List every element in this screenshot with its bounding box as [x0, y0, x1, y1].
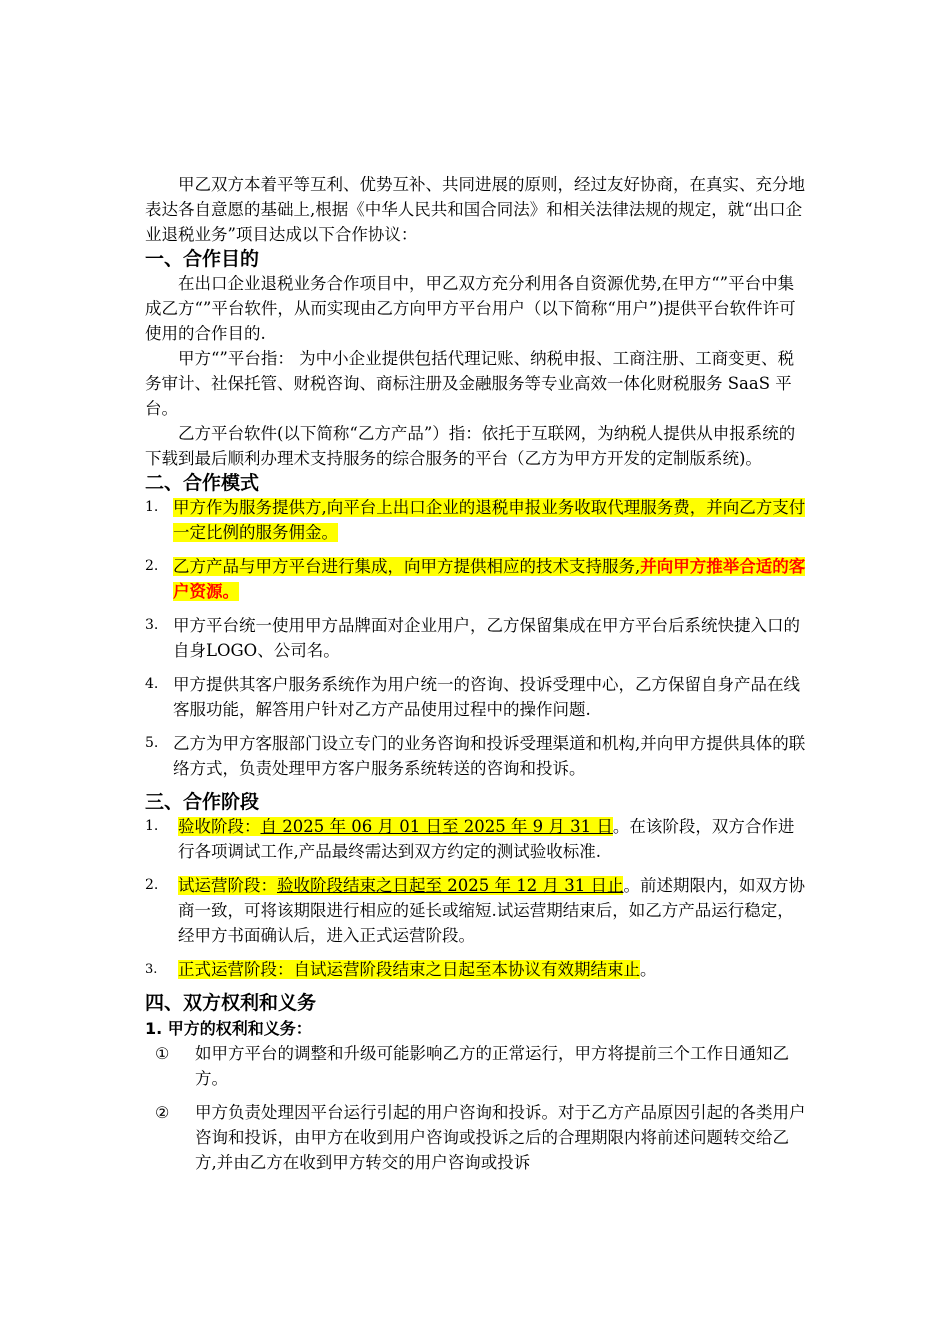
subsection-heading: 1. 甲方的权利和义务：: [145, 1019, 312, 1038]
list-item: [145, 1100, 807, 1175]
stage-label: 试运营阶段：: [178, 876, 277, 895]
list-item: [145, 613, 807, 663]
list-item: [145, 1041, 807, 1091]
stage-label: 正式运营阶段：: [178, 960, 294, 979]
list-item: [145, 731, 807, 781]
highlighted-text: 乙方产品与甲方平台进行集成，向甲方提供相应的技术支持服务,: [173, 557, 641, 576]
list-item: [145, 873, 807, 948]
stage-text: 。: [640, 960, 657, 979]
stage-label: 验收阶段：: [178, 817, 261, 836]
section-3-heading: 三、合作阶段: [145, 791, 260, 813]
list-item: [145, 672, 807, 722]
section-1-paragraph: 乙方平台软件(以下简称“乙方产品”）指：依托于互联网，为纳税人提供从申报系统的下载到最后顺利办理术支持服务的综合服务的平台（乙方为甲方开发的定制版系统)。: [145, 424, 796, 468]
list-text: 乙方为甲方客服部门设立专门的业务咨询和投诉受理渠道和机构,并向甲方提供具体的联络方式，负责处理甲方客户服务系统转送的咨询和投诉。: [173, 734, 806, 778]
intro-paragraph: 甲乙双方本着平等互利、优势互补、共同进展的原则，经过友好协商，在真实、充分地表达各自意愿的基础上,根据《中华人民共和国合同法》和相关法律法规的规定，就“出口企业退税业务”项目达成以下合作协议：: [145, 175, 805, 244]
document-page: [145, 172, 807, 1175]
section-1-paragraph: 甲方“”平台指： 为中小企业提供包括代理记账、纳税申报、工商注册、工商变更、税务审计、社保托管、财税咨询、商标注册及金融服务等专业高效一体化财税服务 SaaS 平台。: [145, 349, 795, 418]
stage-period: 验收阶段结束之日起至 2025 年 12 月 31 日止: [277, 876, 624, 895]
list-number: 3.: [145, 617, 159, 633]
list-text: 甲方负责处理因平台运行引起的用户咨询和投诉。对于乙方产品原因引起的各类用户咨询和投诉，由甲方在收到用户咨询或投诉之后的合理期限内将前述问题转交给乙方,并由乙方在收到甲方转交的用户咨询或投诉: [195, 1103, 806, 1172]
emphasized-text: 并向甲方推举合适的客户资源。: [173, 557, 806, 601]
list-number: 1.: [145, 499, 159, 515]
circled-number: ②: [155, 1103, 170, 1122]
section-2-heading: 二、合作模式: [145, 472, 260, 494]
highlighted-text: 甲方作为服务提供方,向平台上出口企业的退税申报业务收取代理服务费，并向乙方支付一定比例的服务佣金。: [173, 498, 806, 542]
list-text: 如甲方平台的调整和升级可能影响乙方的正常运行，甲方将提前三个工作日通知乙方。: [195, 1044, 789, 1088]
section-1-paragraph: 在出口企业退税业务合作项目中，甲乙双方充分利用各自资源优势,在甲方“”平台中集成乙方“”平台软件，从而实现由乙方向甲方平台用户（以下简称“用户”)提供平台软件许可使用的合作目的.: [145, 274, 796, 343]
list-item: [145, 495, 807, 545]
list-number: 5.: [145, 735, 159, 751]
list-text: 甲方提供其客户服务系统作为用户统一的咨询、投诉受理中心，乙方保留自身产品在线客服功能，解答用户针对乙方产品使用过程中的操作问题.: [173, 675, 800, 719]
stage-text: 。在该阶段，双方合作进行各项调试工作,产品最终需达到双方约定的测试验收标准.: [178, 817, 795, 861]
stage-period: 自 2025 年 06 月 01 日至 2025 年 9 月 31 日: [260, 817, 613, 836]
section-1-heading: 一、合作目的: [145, 248, 260, 270]
circled-number: ①: [155, 1044, 170, 1063]
section-4-heading: 四、双方权利和义务: [145, 992, 317, 1014]
stage-period: 自试运营阶段结束之日起至本协议有效期结束止: [293, 960, 640, 979]
list-number: 3.: [145, 962, 158, 977]
list-item: [145, 554, 807, 604]
list-item: [145, 957, 807, 982]
stage-text: 。前述期限内，如双方协商一致，可将该期限进行相应的延长或缩短.试运营期结束后，如乙方产品运行稳定，经甲方书面确认后，进入正式运营阶段。: [178, 876, 805, 945]
list-number: 1.: [145, 818, 159, 834]
list-number: 2.: [145, 558, 159, 574]
list-item: [145, 814, 807, 864]
list-number: 2.: [145, 877, 159, 893]
list-number: 4.: [145, 676, 159, 692]
list-text: 甲方平台统一使用甲方品牌面对企业用户，乙方保留集成在甲方平台后系统快捷入口的自身LOGO、公司名。: [173, 616, 800, 660]
